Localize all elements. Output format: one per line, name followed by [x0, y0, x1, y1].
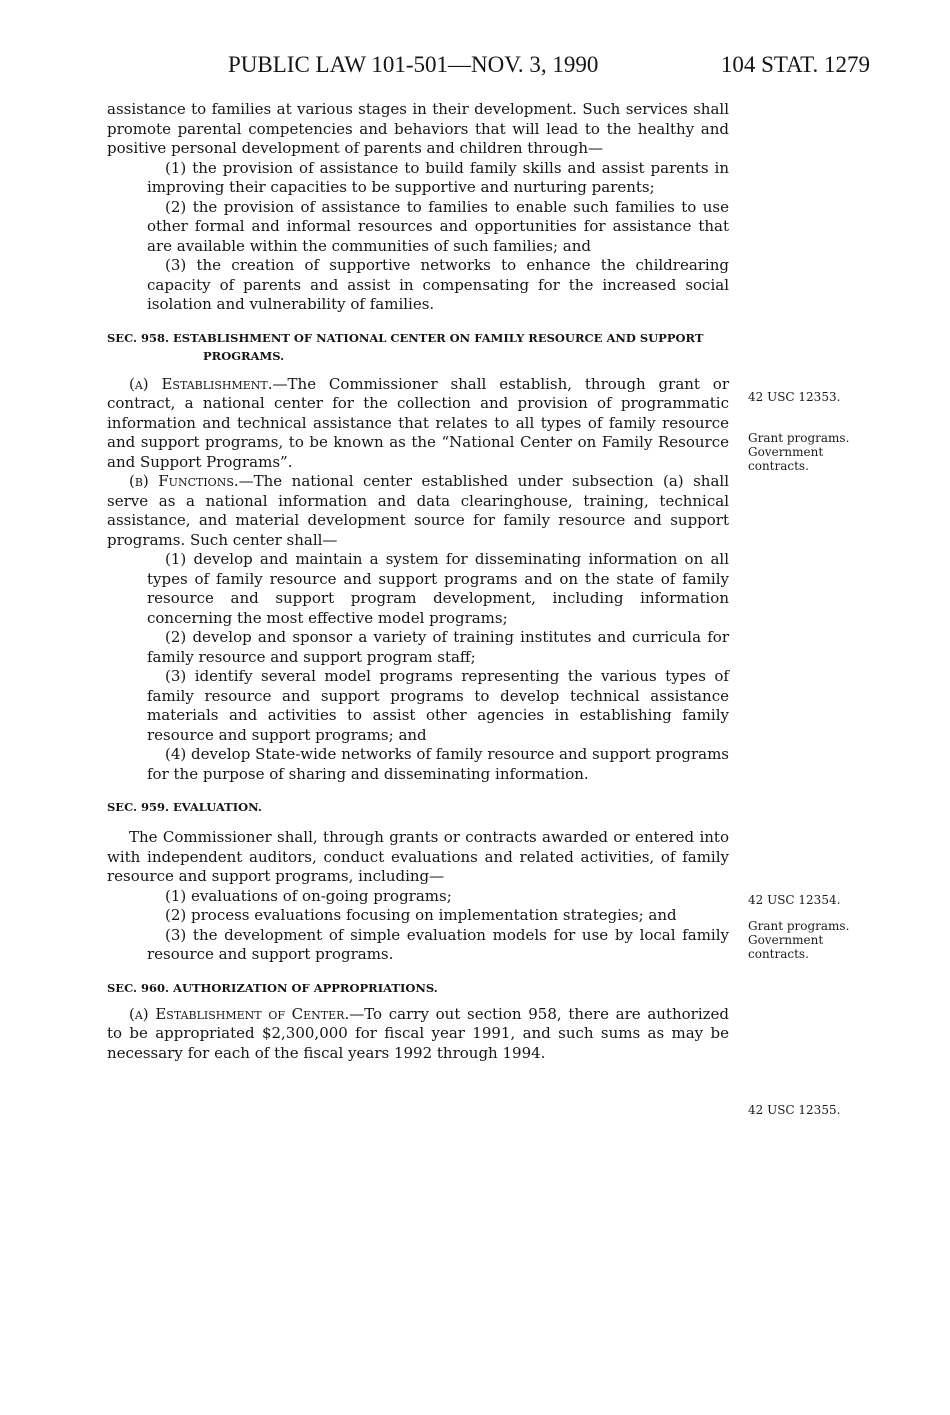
sec-960-usc-note	[748, 1103, 878, 1117]
sec-959-note-3: contracts.	[748, 947, 809, 961]
sec-958-a-text: —The Commissioner shall establish, through grant or contract, a national center for the collection and provision of programmatic information and technical assistance that relates to all types of family resource and support programs, to be known as the “National Center on Family Resource and Support Programs”.	[107, 374, 729, 471]
main-text	[107, 100, 729, 1063]
sec-958-item-4: (4) develop State-wide networks of family resource and support programs for the purpose of sharing and disseminating information.	[147, 745, 729, 783]
sec-958-note-2: Government	[748, 445, 824, 459]
sec-958-usc-note	[748, 390, 878, 404]
intro-item-2: (2) the provision of assistance to families to enable such families to use other formal and informal resources and opportunities for assistance that are available within the communities of such families; and	[147, 197, 729, 255]
sec-958-b-text: —The national center established under subsection (a) shall serve as a national information and data clearinghouse, training, technical assistance, and material development source for family resource and support programs. Such center shall—	[107, 472, 729, 549]
sec-959-note-1: Grant programs.	[748, 919, 850, 933]
intro-item-3: (3) the creation of supportive networks to enhance the childrearing capacity of parents and assist in compensating for the increased social isolation and vulnerability of families.	[147, 256, 729, 313]
sec-958-note-3: contracts.	[748, 459, 809, 473]
sec-958-a	[107, 375, 729, 473]
intro-paragraph: assistance to families at various stages in their development. Such services shall promote parental competencies and behaviors that will lead to the healthy and positive personal development of parents and children through—	[107, 100, 729, 157]
header-title: PUBLIC LAW 101-501—NOV. 3, 1990	[228, 52, 599, 77]
sec-958-item-3: (3) identify several model programs representing the various types of family resource and support programs to develop technical assistance materials and activities to assist other agencies in establishing family resource and support programs; and	[147, 667, 729, 744]
sec-959-usc: 42 USC 12354.	[748, 893, 841, 907]
sec-958-item-1: (1) develop and maintain a system for disseminating information on all types of family resource and support programs and on the state of family resource and support program development, including information concerning the most effective model programs;	[147, 550, 729, 627]
sec-959-text: The Commissioner shall, through grants or contracts awarded or entered into with independent auditors, conduct evaluations and related activities, of family resource and support programs, including—	[107, 828, 729, 885]
header-page-number: 104 STAT. 1279	[720, 52, 870, 77]
sec-959-item-1: (1) evaluations of on-going programs;	[165, 886, 452, 905]
sec-958-item-2: (2) develop and sponsor a variety of training institutes and curricula for family resource and support program staff;	[147, 628, 729, 666]
sec-958-note-1: Grant programs.	[748, 431, 850, 445]
sec-958-heading: SEC. 958. ESTABLISHMENT OF NATIONAL CENTER ON FAMILY RESOURCE AND SUPPORT PROGRAMS.	[107, 330, 704, 363]
sec-959-note-2: Government	[748, 933, 824, 947]
sec-958-b	[107, 472, 729, 550]
intro-item-1: (1) the provision of assistance to build family skills and assist parents in improving their capacities to be supportive and nurturing parents;	[147, 158, 729, 196]
sec-958-b-label: (b) Functions.	[129, 472, 239, 490]
sec-959-margin-notes	[748, 919, 878, 961]
sec-959-usc-note	[748, 893, 878, 907]
sec-960-heading: SEC. 960. AUTHORIZATION OF APPROPRIATIONS.	[107, 980, 438, 995]
sec-958-margin-notes	[748, 431, 878, 473]
sec-960-usc: 42 USC 12355.	[748, 1103, 841, 1117]
sec-960-a-label: (a) Establishment of Center.	[129, 1004, 350, 1023]
page-header	[228, 52, 870, 80]
sec-958-a-label: (a) Establishment.	[129, 374, 273, 393]
sec-959-item-2: (2) process evaluations focusing on implementation strategies; and	[165, 906, 677, 924]
sec-958-usc: 42 USC 12353.	[748, 390, 841, 404]
sec-959-item-3: (3) the development of simple evaluation models for use by local family resource and support programs.	[147, 925, 729, 963]
sec-959-heading: SEC. 959. EVALUATION.	[107, 800, 262, 814]
sec-960-a	[107, 1005, 729, 1064]
sec-960-a-text: —To carry out section 958, there are authorized to be appropriated $2,300,000 for fiscal year 1991, and such sums as may be necessary for each of the fiscal years 1992 through 1994.	[107, 1004, 729, 1062]
